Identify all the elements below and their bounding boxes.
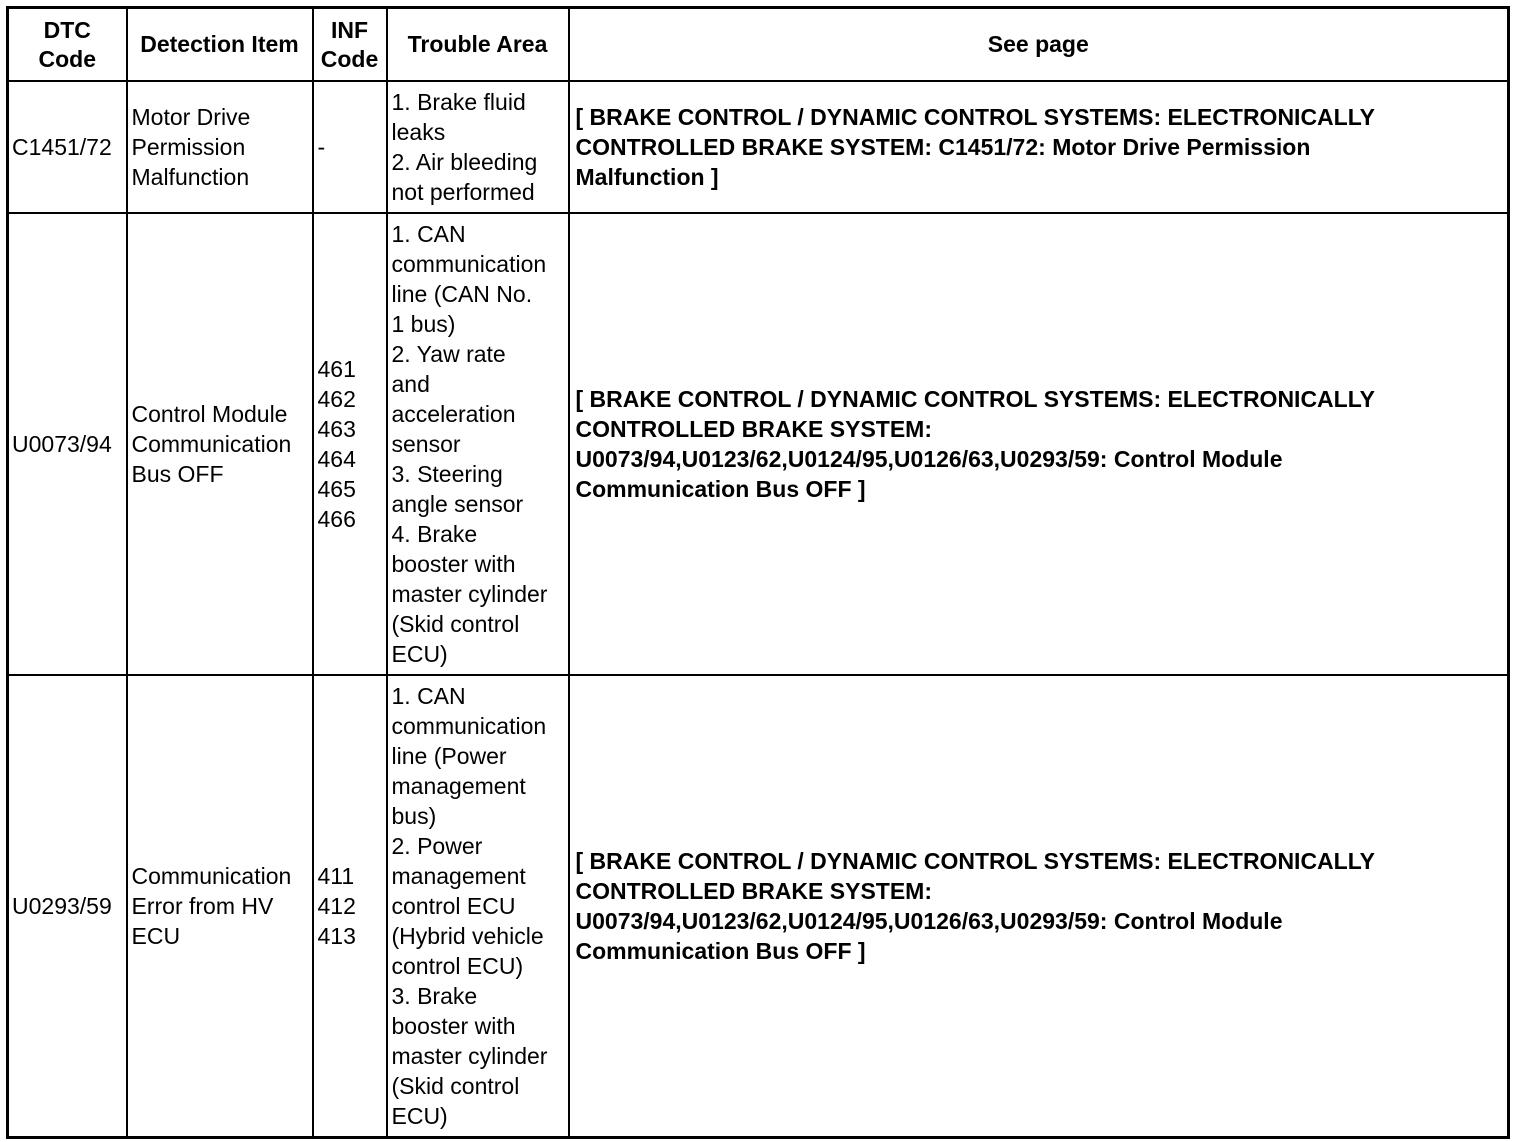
see-page-link[interactable]: [ BRAKE CONTROL / DYNAMIC CONTROL SYSTEMS: ELECTRONICALLY CONTROLLED BRAKE SYSTEM: C1451/72: Motor Drive Permission Malfunction ] [569, 81, 1509, 213]
detection-item-cell: Control Module Communication Bus OFF [127, 213, 313, 675]
table-row [8, 213, 1509, 675]
inf-code-cell: - [313, 81, 387, 213]
inf-code-cell: 411 412 413 [313, 675, 387, 1138]
see-page-link[interactable]: [ BRAKE CONTROL / DYNAMIC CONTROL SYSTEMS: ELECTRONICALLY CONTROLLED BRAKE SYSTEM: U0073/94,U0123/62,U0124/95,U0126/63,U0293/59: Control Module Communication Bus OFF ] [569, 213, 1509, 675]
dtc-code-cell: C1451/72 [8, 81, 127, 213]
detection-item-cell: Motor Drive Permission Malfunction [127, 81, 313, 213]
table-row [8, 675, 1509, 1138]
trouble-area-cell: 1. Brake fluid leaks 2. Air bleeding not performed [387, 81, 569, 213]
header-dtc-code: DTC Code [8, 8, 127, 82]
trouble-area-cell: 1. CAN communication line (Power management bus) 2. Power management control ECU (Hybrid vehicle control ECU) 3. Brake booster with master cylinder (Skid control ECU) [387, 675, 569, 1138]
header-inf-code: INF Code [313, 8, 387, 82]
dtc-table [6, 6, 1510, 1139]
trouble-area-cell: 1. CAN communication line (CAN No. 1 bus) 2. Yaw rate and acceleration sensor 3. Steering angle sensor 4. Brake booster with master cylinder (Skid control ECU) [387, 213, 569, 675]
inf-code-cell: 461 462 463 464 465 466 [313, 213, 387, 675]
header-see-page: See page [569, 8, 1509, 82]
header-row [8, 8, 1509, 82]
dtc-code-cell: U0073/94 [8, 213, 127, 675]
header-trouble-area: Trouble Area [387, 8, 569, 82]
see-page-link[interactable]: [ BRAKE CONTROL / DYNAMIC CONTROL SYSTEMS: ELECTRONICALLY CONTROLLED BRAKE SYSTEM: U0073/94,U0123/62,U0124/95,U0126/63,U0293/59: Control Module Communication Bus OFF ] [569, 675, 1509, 1138]
header-detection-item: Detection Item [127, 8, 313, 82]
detection-item-cell: Communication Error from HV ECU [127, 675, 313, 1138]
table-row [8, 81, 1509, 213]
dtc-code-cell: U0293/59 [8, 675, 127, 1138]
